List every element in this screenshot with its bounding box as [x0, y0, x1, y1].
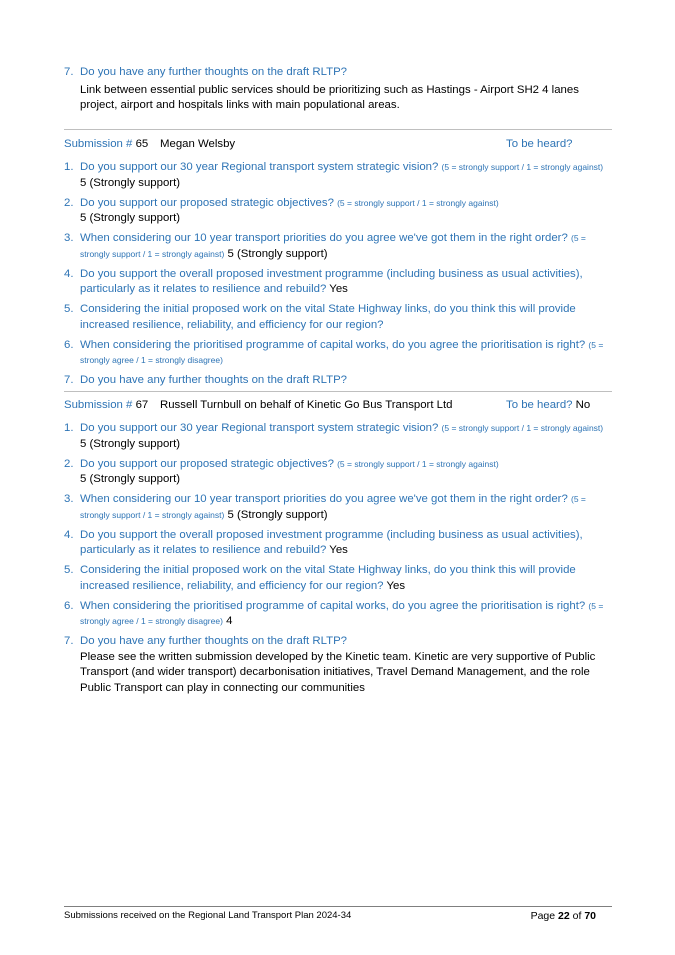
page-footer [64, 906, 612, 921]
answer-text: Link between essential public services should be prioritizing such as Hastings - Airport SH2 4 lanes project, airport and hospitals links with main populational areas. [80, 83, 579, 111]
question-item [64, 338, 612, 369]
question-item [64, 65, 612, 114]
question-text: Do you have any further thoughts on the draft RLTP? [80, 635, 347, 647]
answer-text: Please see the written submission developed by the Kinetic team. Kinetic are very supportive of Public Transport (and wider transport) decarbonisation initiatives, Travel Demand Management, and the role Public Transport can play in connecting our communities [80, 650, 596, 694]
answer-text: 5 (Strongly support) [227, 247, 328, 260]
submission-number: 65 [135, 138, 149, 150]
answer-text: 5 (Strongly support) [227, 508, 328, 521]
question-item [64, 421, 612, 452]
question-text: Do you support the overall proposed investment programme (including business as usual activities), particularly as it relates to resilience and rebuild? [80, 267, 583, 295]
answer-text: Yes [329, 283, 348, 295]
scale-note: (5 = strongly agree / 1 = strongly disagree) [80, 600, 604, 626]
question-number: 4. [64, 528, 74, 541]
question-item [64, 599, 612, 630]
to-be-heard: To be heard? [506, 138, 573, 150]
question-item [64, 267, 612, 298]
scale-note: (5 = strongly agree / 1 = strongly disagree) [80, 339, 604, 365]
scale-note: (5 = strongly support / 1 = strongly against) [441, 423, 604, 433]
question-item [64, 302, 612, 333]
question-text: Do you support our proposed strategic objectives? [80, 457, 334, 470]
question-text: Considering the initial proposed work on the vital State Highway links, do you think this will provide increased resilience, reliability, and efficiency for our region? [80, 564, 576, 592]
answer-text: 5 (Strongly support) [80, 176, 181, 189]
submission-header-65 [64, 138, 612, 154]
question-text: When considering the prioritised programme of capital works, do you agree the prioritisation is right? [80, 338, 586, 351]
question-item [64, 160, 612, 191]
to-be-heard: To be heard? No [506, 399, 591, 411]
submitter-name: Megan Welsby [160, 138, 236, 150]
scale-note: (5 = strongly support / 1 = strongly against) [337, 197, 499, 208]
question-text: Considering the initial proposed work on the vital State Highway links, do you think this will provide increased resilience, reliability, and efficiency for our region? [80, 303, 576, 331]
submission-header-67 [64, 399, 612, 415]
page-number: Page 22 of 70 [530, 910, 596, 922]
scale-note: (5 = strongly support / 1 = strongly against) [80, 494, 586, 520]
question-text: Do you support our proposed strategic objectives? [80, 196, 334, 209]
question-number: 5. [64, 564, 74, 576]
question-number: 5. [64, 303, 74, 315]
question-item [64, 563, 612, 594]
question-number: 3. [64, 232, 74, 244]
question-text: When considering our 10 year transport priorities do you agree we've got them in the right order? [80, 493, 568, 505]
question-text: Do you support our 30 year Regional transport system strategic vision? [80, 422, 439, 434]
question-item [64, 196, 612, 227]
question-number: 1. [64, 161, 74, 173]
question-number: 3. [64, 493, 74, 505]
question-item [64, 231, 612, 262]
scale-note: (5 = strongly support / 1 = strongly against) [441, 162, 604, 172]
question-number: 2. [64, 196, 74, 209]
question-item [64, 373, 612, 389]
question-text: Do you have any further thoughts on the draft RLTP? [80, 66, 347, 78]
question-number: 6. [64, 338, 74, 351]
question-text: Do you have any further thoughts on the draft RLTP? [80, 374, 347, 386]
answer-text: 5 (Strongly support) [80, 212, 181, 224]
answer-text: 5 (Strongly support) [80, 473, 181, 485]
question-text: Do you support our 30 year Regional transport system strategic vision? [80, 161, 439, 173]
question-item [64, 634, 612, 696]
question-number: 7. [64, 374, 74, 386]
answer-text: Yes [386, 579, 406, 592]
question-number: 7. [64, 635, 74, 647]
question-number: 1. [64, 422, 74, 434]
divider [64, 129, 612, 130]
question-text: When considering the prioritised programme of capital works, do you agree the prioritisation is right? [80, 599, 586, 612]
submission-67-questions [64, 421, 612, 701]
previous-submission-q7 [64, 65, 612, 118]
question-number: 6. [64, 599, 74, 612]
submission-label: Submission # [64, 138, 133, 150]
divider [64, 391, 612, 392]
question-text: Do you support the overall proposed investment programme (including business as usual activities), particularly as it relates to resilience and rebuild? [80, 528, 583, 556]
scale-note: (5 = strongly support / 1 = strongly against) [80, 233, 586, 259]
submitter-name: Russell Turnbull on behalf of Kinetic Go Bus Transport Ltd [160, 399, 453, 411]
submission-number: 67 [135, 399, 149, 411]
question-item [64, 528, 612, 559]
question-item [64, 457, 612, 488]
submission-label: Submission # [64, 399, 133, 411]
answer-text: 5 (Strongly support) [80, 437, 181, 450]
question-text: When considering our 10 year transport priorities do you agree we've got them in the right order? [80, 232, 568, 244]
question-number: 2. [64, 457, 74, 470]
question-number: 7. [64, 66, 74, 78]
question-number: 4. [64, 267, 74, 280]
footer-title: Submissions received on the Regional Land Transport Plan 2024-34 [64, 910, 352, 921]
question-item [64, 492, 612, 523]
submission-65-questions [64, 160, 612, 393]
scale-note: (5 = strongly support / 1 = strongly against) [337, 458, 499, 469]
answer-text: Yes [329, 544, 348, 556]
answer-text: 4 [226, 615, 233, 627]
